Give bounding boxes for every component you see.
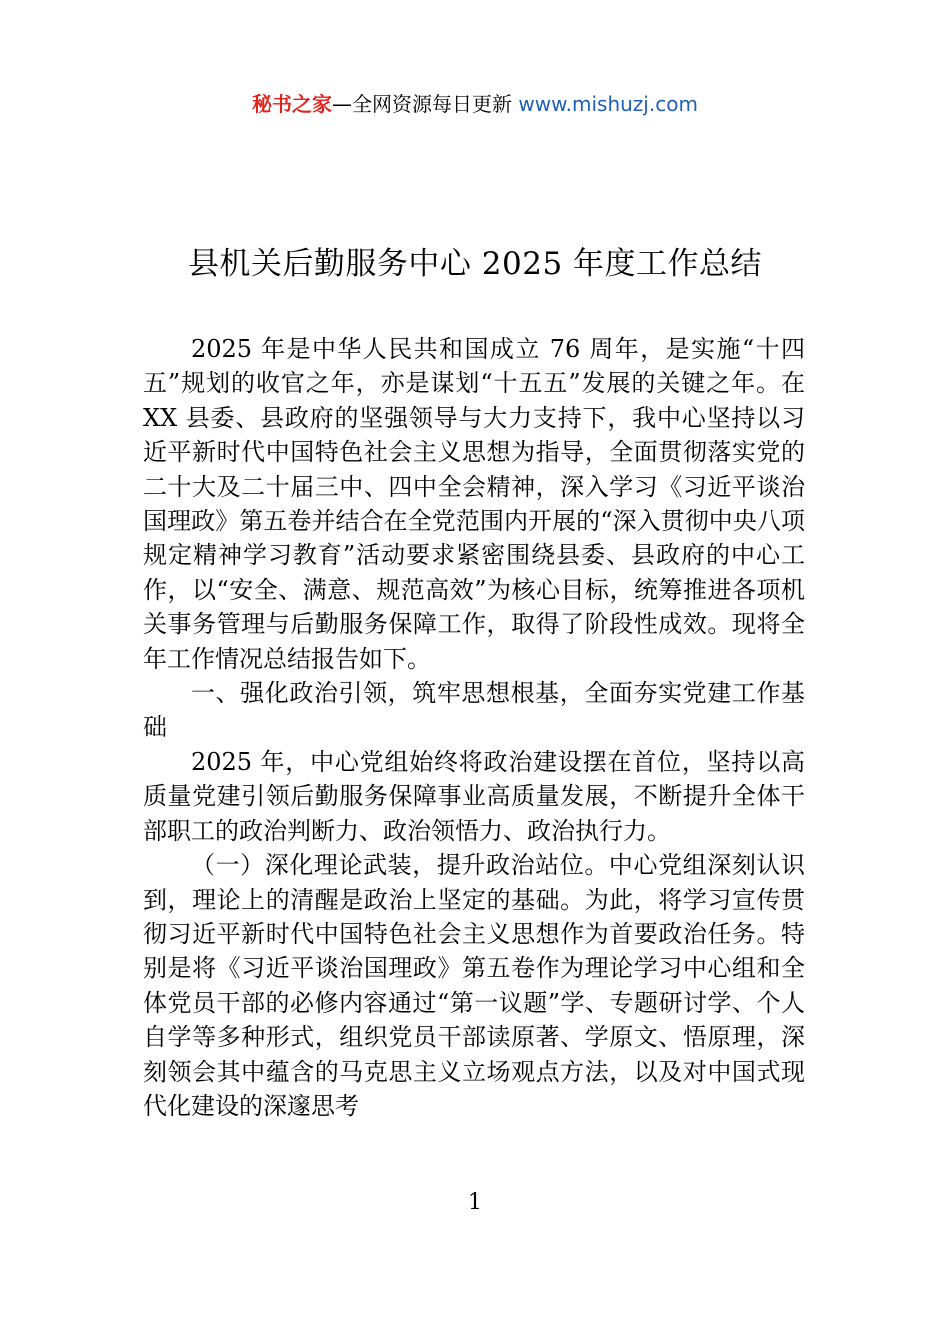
brand-name: 秘书之家 <box>252 92 333 116</box>
subsection-paragraph: （一）深化理论武装，提升政治站位。中心党组深刻认识到，理论上的清醒是政治上坚定的基础。为此，将学习宣传贯彻习近平新时代中国特色社会主义思想作为首要政治任务。特别是将《习近平谈治国理政》第五卷作为理论学习中心组和全体党员干部的必修内容通过“第一议题”学、专题研讨学、个人自学等多种形式，组织党员干部读原著、学原文、悟原理，深刻领会其中蕴含的马克思主义立场观点方法，以及对中国式现代化建设的深邃思考 <box>143 851 805 1120</box>
section-paragraph: 2025 年，中心党组始终将政治建设摆在首位，坚持以高质量党建引领后勤服务保障事业高质量发展，不断提升全体干部职工的政治判断力、政治领悟力、政治执行力。 <box>143 747 805 845</box>
intro-paragraph: 2025 年是中华人民共和国成立 76 周年，是实施“十四五”规划的收官之年，亦是谋划“十五五”发展的关键之年。在 XX 县委、县政府的坚强领导与大力支持下，我中心坚持以习近平新时代中国特色社会主义思想为指导，全面贯彻落实党的二十大及二十届三中、四中全会精神，深入学习《习近平谈治国理政》第五卷并结合在全党范围内开展的“深入贯彻中央八项规定精神学习教育”活动要求紧密围绕县委、县政府的中心工作，以“安全、满意、规范高效”为核心目标，统筹推进各项机关事务管理与后勤服务保障工作，取得了阶段性成效。现将全年工作情况总结报告如下。 <box>143 335 805 673</box>
document-title: 县机关后勤服务中心 2025 年度工作总结 <box>187 246 763 282</box>
section-heading: 一、强化政治引领，筑牢思想根基，全面夯实党建工作基础 <box>143 679 805 742</box>
document-body <box>143 332 805 1123</box>
site-header <box>0 88 950 120</box>
site-url-link[interactable]: www.mishuzj.com <box>518 92 698 116</box>
header-slogan: —全网资源每日更新 <box>332 92 519 116</box>
page-number: 1 <box>468 1190 482 1215</box>
